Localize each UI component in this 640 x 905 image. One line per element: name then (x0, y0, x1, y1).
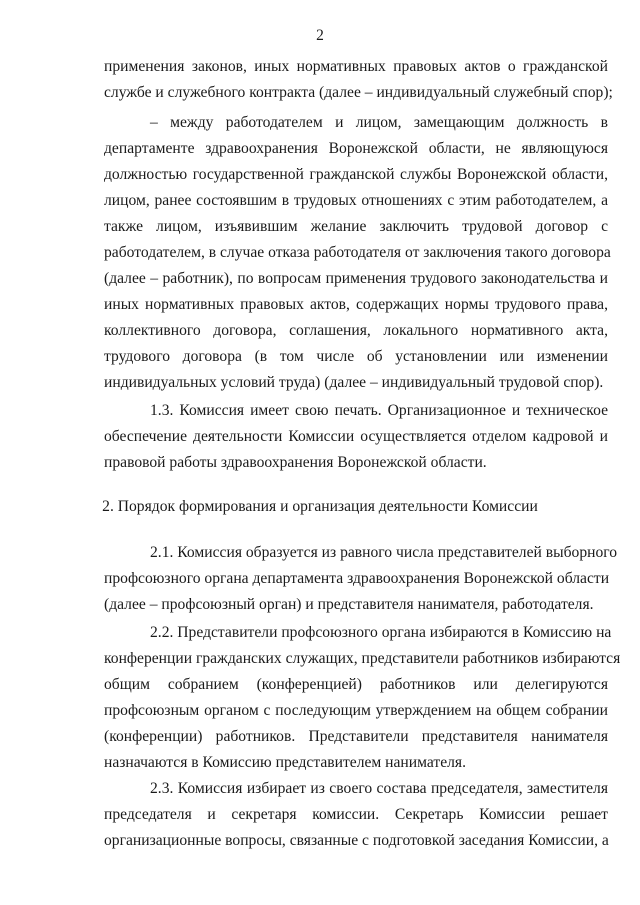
text-line: – между работодателем и лицом, замещающим должность в (150, 114, 608, 131)
text-line: индивидуальных условий труда) (далее – индивидуальный трудовой спор). (104, 374, 604, 391)
text-line: 2.1. Комиссия образуется из равного числа представителей выборного (150, 544, 618, 561)
paragraph-individual-labor-dispute (104, 110, 611, 396)
text-line: профсоюзным органом с последующим утверждением на общем собрании (104, 702, 608, 719)
text-line: председателя и секретаря комиссии. Секретарь Комиссии решает (104, 806, 608, 823)
text-line: (далее – работник), по вопросам применения трудового законодательства и (104, 270, 608, 287)
paragraph-2-1 (104, 540, 618, 618)
text-line: (конференции) работников. Представители представителя нанимателя (104, 728, 608, 745)
text-line: департаменте здравоохранения Воронежской области, не являющуюся (104, 140, 608, 157)
text-line: организационные вопросы, связанные с подготовкой заседания Комиссии, а (104, 832, 609, 849)
text-line: 2.3. Комиссия избирает из своего состава председателя, заместителя (150, 780, 608, 797)
text-line: 1.3. Комиссия имеет свою печать. Организационное и техническое (150, 402, 608, 419)
text-line: иных нормативных правовых актов, содержащих нормы трудового права, (104, 296, 608, 313)
paragraph-2-2 (104, 620, 621, 776)
text-line: правовой работы здравоохранения Воронежской области. (104, 454, 487, 471)
paragraph-continuation (104, 54, 613, 106)
text-line: профсоюзного органа департамента здравоохранения Воронежской области (104, 570, 610, 587)
text-line: трудового договора (в том числе об установлении или изменении (104, 348, 608, 365)
page-number: 2 (316, 27, 324, 44)
text-line: лицом, ранее состоявшим в трудовых отношениях с этим работодателем, а (104, 192, 608, 209)
section-heading: 2. Порядок формирования и организация деятельности Комиссии (102, 498, 538, 515)
text-line: коллективного договора, соглашения, локального нормативного акта, (104, 322, 608, 339)
text-line: обеспечение деятельности Комиссии осуществляется отделом кадровой и (104, 428, 608, 445)
text-line: (далее – профсоюзный орган) и представителя нанимателя, работодателя. (104, 596, 594, 613)
text-line: применения законов, иных нормативных правовых актов о гражданской (104, 58, 608, 75)
text-line: также лицом, изъявившим желание заключить трудовой договор с (104, 218, 608, 235)
paragraph-2-3 (104, 776, 608, 854)
text-line: конференции гражданских служащих, представители работников избираются (104, 650, 621, 667)
text-line: назначаются в Комиссию представителем нанимателя. (104, 754, 466, 771)
text-line: работодателем, в случае отказа работодателя от заключения такого договора (104, 244, 611, 261)
text-line: должностью государственной гражданской службы Воронежской области, (104, 166, 608, 183)
text-line: 2.2. Представители профсоюзного органа избираются в Комиссию на (150, 624, 612, 641)
text-line: службе и служебного контракта (далее – индивидуальный служебный спор); (104, 84, 613, 101)
text-line: общим собранием (конференцией) работников или делегируются (104, 676, 608, 693)
paragraph-1-3 (104, 398, 608, 476)
